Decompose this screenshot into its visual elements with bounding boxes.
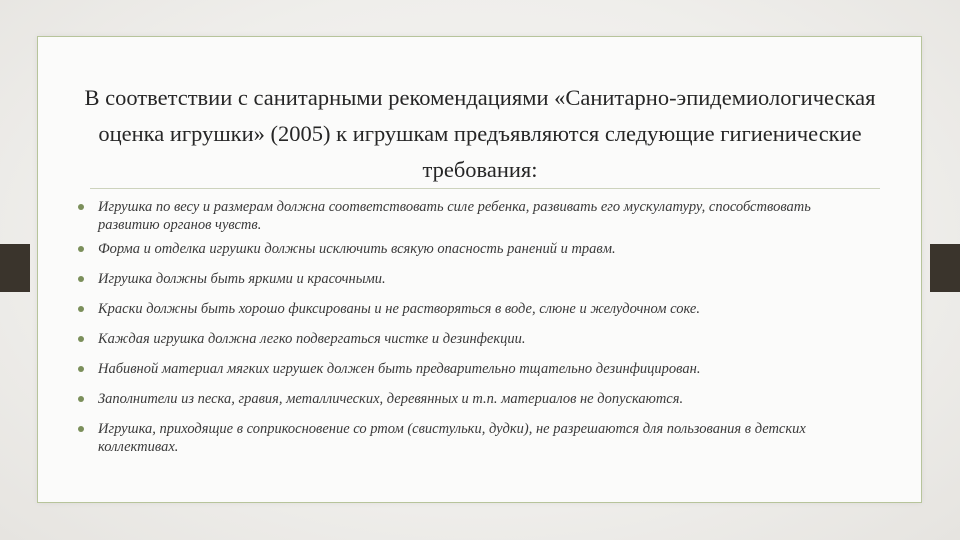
list-item-text: Игрушка должны быть яркими и красочными. [98, 271, 386, 287]
slide-title: В соответствии с санитарными рекомендациями «Санитарно-эпидемиологическая оценка игрушки» (2005) к игрушкам предъявляются следующие гигиенические требования: [84, 85, 876, 182]
right-edge-tab [930, 244, 960, 292]
list-item-text: Каждая игрушка должна легко подвергаться чистке и дезинфекции. [98, 331, 526, 347]
list-item-text: Игрушка, приходящие в соприкосновение со ртом (свистульки, дудки), не разрешаются для пользования в детских коллективах. [98, 421, 806, 455]
list-item [74, 198, 854, 234]
list-item-text: Набивной материал мягких игрушек должен быть предварительно тщательно дезинфицирован. [98, 361, 701, 377]
list-item [74, 270, 854, 288]
list-item [74, 390, 854, 408]
bullet-icon [78, 306, 84, 312]
bullet-icon [78, 366, 84, 372]
bullet-icon [78, 426, 84, 432]
left-edge-tab [0, 244, 30, 292]
bullet-icon [78, 396, 84, 402]
bullet-icon [78, 336, 84, 342]
list-item [74, 240, 854, 258]
requirements-list [74, 198, 854, 468]
bullet-icon [78, 204, 84, 210]
list-item [74, 420, 854, 456]
list-item-text: Игрушка по весу и размерам должна соответствовать силе ребенка, развивать его мускулатуру, способствовать развитию органов чувств. [98, 199, 811, 233]
title-divider [90, 188, 880, 189]
list-item-text: Краски должны быть хорошо фиксированы и не растворяться в воде, слюне и желудочном соке. [98, 301, 700, 317]
list-item [74, 330, 854, 348]
bullet-icon [78, 276, 84, 282]
list-item [74, 300, 854, 318]
list-item [74, 360, 854, 378]
list-item-text: Форма и отделка игрушки должны исключить всякую опасность ранений и травм. [98, 241, 616, 257]
list-item-text: Заполнители из песка, гравия, металлических, деревянных и т.п. материалов не допускаются. [98, 391, 684, 407]
bullet-icon [78, 246, 84, 252]
